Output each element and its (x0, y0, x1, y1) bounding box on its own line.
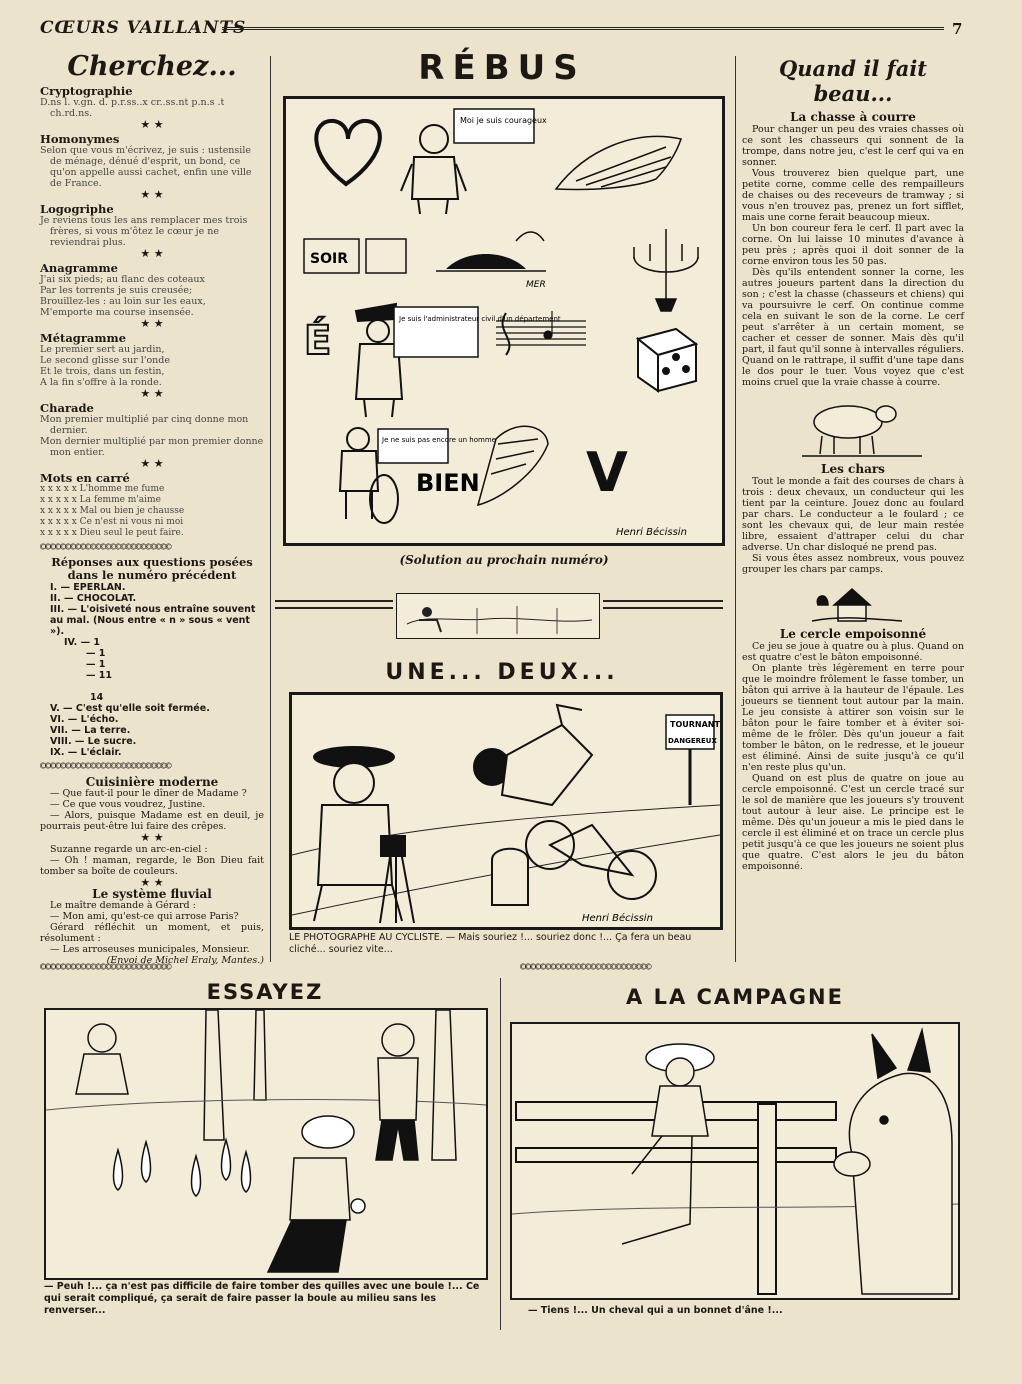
answer-line: V. — C'est qu'elle soit fermée. (50, 703, 210, 714)
paragraph: On plante très légèrement en terre pour que le moindre frôlement le fasse tomber, un bâton qui arrive à la hauteur de l'épaule. Les joueurs se tiennent tout autour par la main. Le jeu consiste à attirer son voisin sur le bâton pour le faire tomber et à éviter soi-même de le frôler. Dès qu'un joueur a fait tomber le bâton, on le redresse, et le joueur est éliminé. Ainsi de suite jusqu'à ce qu'il n'en reste plus qu'un. (742, 663, 964, 773)
verse-line: J'ai six pieds; au flanc des coteaux (40, 274, 205, 285)
arc-text (40, 844, 264, 877)
verse-line: Le second glisse sur l'onde (40, 355, 171, 366)
cartoon-signature: Henri Bécissin (582, 913, 653, 924)
verse-line: Et le trois, dans un festin, (40, 366, 165, 377)
puzzle-title: Mots en carré (40, 471, 130, 485)
dialogue-line: Suzanne regarde un arc-en-ciel : (50, 844, 208, 855)
letter-v: V (586, 441, 628, 504)
magazine-title: CŒURS VAILLANTS (40, 18, 247, 38)
answer-line: II. — CHOCOLAT. (50, 593, 137, 604)
fluvial-title: Le système fluvial (92, 887, 212, 901)
dialogue-line: — Que faut-il pour le dîner de Madame ? (50, 788, 247, 799)
chars-title: Les chars (821, 462, 885, 476)
answer-line: — 1 (86, 659, 106, 670)
wing-icon (556, 136, 681, 189)
column-rule-right (735, 56, 736, 962)
dots-divider: ©©©©©©©©©©©©©©©©©©©©©©©©©© (40, 761, 171, 772)
letter-e: É (304, 318, 332, 364)
column-rule-left (270, 56, 271, 962)
dice-icon (638, 329, 696, 391)
rebus-title: RÉBUS (418, 48, 586, 88)
bien-label: BIEN (416, 469, 480, 497)
skittles-icon (114, 1140, 251, 1196)
mer-label: MER (526, 280, 546, 290)
stars-divider: ★ ★ (140, 831, 164, 844)
answer-line: VI. — L'écho. (50, 714, 119, 725)
stars-divider: ★ ★ (140, 457, 164, 470)
stars-divider: ★ ★ (140, 188, 164, 201)
bubble-text-2: Je suis l'administrateur civil d'un département (399, 315, 561, 323)
bubble-text-3: Je ne suis pas encore un homme (382, 436, 496, 444)
girl-figure (622, 1044, 714, 1244)
puzzle-text: Selon que vous m'écrivez, je suis : ustensile de ménage, dénué d'esprit, un bond, ce qu'on appelle aussi cachet, enfin une ville de France. (40, 145, 252, 189)
left-column (40, 52, 264, 966)
stars-divider: ★ ★ (140, 876, 164, 889)
hunt-strip-illustration (396, 593, 600, 639)
boy-figure (376, 1024, 418, 1160)
bicycle-icon (526, 821, 656, 899)
dialogue-line: — Mon ami, qu'est-ce qui arrose Paris? (50, 911, 239, 922)
puzzle-title: Homonymes (40, 132, 120, 146)
puzzle-text (40, 344, 264, 388)
answer-line: — 1 (86, 648, 106, 659)
ornament-rule (275, 607, 393, 609)
chasse-title: La chasse à courre (790, 110, 916, 124)
rebus-illustration (286, 99, 722, 543)
sign-text-1: TOURNANT (670, 720, 720, 729)
essayez-title: ESSAYEZ (206, 980, 324, 1004)
essayez-caption: — Peuh !... ça n'est pas difficile de faire tomber des quilles avec une boule !... Ce qui serait compliqué, ça serait de faire passer la boule au milieu sans les renverser... (44, 1281, 480, 1316)
answer-line: III. — L'oisiveté nous entraîne souvent au mal. (Nous entre « n » sous « vent »). (50, 604, 256, 637)
soir-label: SOIR (310, 251, 348, 267)
verse-line: x x x x x Dieu seul le peut faire. (40, 528, 184, 538)
verse-line: Par les torrents je suis creusée; (40, 285, 193, 296)
puzzle-title: Logogriphe (40, 202, 114, 216)
photographer-caption: LE PHOTOGRAPHE AU CYCLISTE. — Mais souriez !... souriez donc !... Ça fera un beau cliché... souriez vite... (289, 932, 692, 955)
header-rule (222, 27, 944, 30)
credit-line: (Envoi de Michel Eraly, Mantes.) (106, 955, 264, 966)
donkey-icon (834, 1030, 952, 1294)
donkey-cartoon (510, 1022, 960, 1300)
heart-icon (316, 121, 380, 184)
rebus-solution-note: (Solution au prochain numéro) (399, 553, 609, 567)
ornament-rule (603, 607, 723, 609)
fluvial-text (40, 900, 264, 966)
dialogue-line: — Oh ! maman, regarde, le Bon Dieu fait tomber sa boîte de couleurs. (40, 855, 264, 877)
cercle-text (742, 641, 964, 872)
quand-title: Quand il fait beau... (778, 56, 927, 106)
rebus-frame (283, 96, 725, 546)
verse-line: Brouillez-les : au loin sur les eaux, (40, 296, 206, 307)
verse-line: x x x x x La femme m'aime (40, 495, 161, 505)
ornament-rule (275, 600, 393, 602)
right-column (742, 56, 964, 872)
paragraph: Ce jeu se joue à quatre ou à plus. Quand on est quatre c'est le bâton empoisonné. (742, 641, 964, 663)
chasse-text (742, 124, 964, 388)
paragraph: Vous trouverez bien quelque part, une petite corne, comme celle des rempailleurs de chaises ou des receveurs de tramway ; si vous n'en trouvez pas, prenez un fort sifflet, mais une corne ferait beaucoup mieux. (742, 168, 964, 223)
paragraph: Tout le monde a fait des courses de chars à trois : deux chevaux, un conducteur qui les tient par la ceinture. Jouez donc au foulard par chars. Le conducteur a le foulard ; ce sont les chevaux qui, de leur main restée libre, essaient d'attraper celui du char adverse. Un char disloqué ne prend pas. (742, 476, 964, 553)
answer-line: IX. — L'éclair. (50, 747, 122, 758)
answers-title: Réponses aux questions posées dans le numéro précédent (51, 555, 253, 582)
chars-text (742, 476, 964, 575)
stars-divider: ★ ★ (140, 118, 164, 131)
campagne-title: A LA CAMPAGNE (626, 985, 844, 1009)
thrower-figure (268, 1116, 365, 1272)
island-icon (436, 232, 546, 271)
une-deux-title: UNE... DEUX... (385, 660, 619, 685)
cuisiniere-text (40, 788, 264, 832)
answer-line: I. — EPERLAN. (50, 582, 126, 593)
verse-line: x x x x x L'homme me fume (40, 484, 165, 494)
campagne-caption: — Tiens !... Un cheval qui a un bonnet d'âne !... (528, 1305, 783, 1316)
stars-divider: ★ ★ (140, 317, 164, 330)
verse-line: x x x x x Mal ou bien je chausse (40, 506, 185, 516)
speech-bubble (378, 429, 448, 463)
answer-line (50, 681, 264, 692)
paragraph: Un bon coureur fera le cerf. Il part avec la corne. On lui laisse 10 minutes d'avance à peu près ; après quoi il doit sonner de la corne environ tous les 50 pas. (742, 223, 964, 267)
bubble-text-1: Moi je suis courageux (460, 116, 547, 125)
puzzle-title: Charade (40, 401, 94, 415)
answer-line: IV. — 1 (64, 637, 100, 648)
answer-line: 14 (90, 692, 104, 703)
stars-divider: ★ ★ (140, 247, 164, 260)
paragraph: Pour changer un peu des vraies chasses où ce sont les chasseurs qui sonnent de la trompe, dans notre jeu, c'est le cerf qui va en sonner. (742, 124, 964, 168)
puzzle-text (40, 414, 264, 458)
ornament-rule (603, 600, 723, 602)
milestone-icon (492, 849, 528, 905)
verse-line: Le premier sert au jardin, (40, 344, 165, 355)
bowling-cartoon (44, 1008, 488, 1280)
cercle-title: Le cercle empoisonné (779, 627, 927, 641)
paragraph: Dès qu'ils entendent sonner la corne, les autres joueurs partent dans la direction du son ; c'est la chasse (chasseurs et chiens) qui va poursuivre le cerf. On continue comme cela en suivant le son de la corne. Le cerf peut s'arrêter à un certain moment, se cacher et cesser de sonner. Mais dès qu'il part, il faut qu'il sonne à intervalles réguliers. Quand on le rattrape, il suffit d'une tape dans le dos pour le tuer. Vous voyez que c'est moins cruel que la vraie chasse à courre. (742, 267, 964, 388)
cuisiniere-title: Cuisinière moderne (85, 775, 219, 789)
dialogue-line: — Ce que vous voudrez, Justine. (50, 799, 206, 810)
verse-line: M'emporte ma course insensée. (40, 307, 194, 318)
verse-line: x x x x x Ce n'est ni vous ni moi (40, 517, 184, 527)
page-number: 7 (952, 20, 963, 38)
paragraph: Quand on est plus de quatre on joue au cercle empoisonné. C'est un cercle tracé sur le sol de manière que les joueurs s'y trouvent tout autour à leur aise. Le principe est le même. Dès qu'un joueur a mis le pied dans le cercle il est éliminé et on trace un cercle plus petit jusqu'à ce que les joueurs ne soient plus que quatre. C'est alors le jeu du bâton empoisonné. (742, 773, 964, 872)
cherchez-title: Cherchez... (67, 51, 237, 82)
sheep-illustration (742, 392, 964, 462)
paragraph: Si vous êtes assez nombreux, vous pouvez grouper les chars par camps. (742, 553, 964, 575)
chandelier-icon (634, 229, 698, 311)
puzzle-text: Je reviens tous les ans remplacer mes trois frères, si vous m'ôtez le cœur je ne reviendrai plus. (40, 215, 248, 248)
rebus-signature: Henri Bécissin (616, 527, 687, 538)
answer-line: VII. — La terre. (50, 725, 131, 736)
house-illustration (742, 575, 964, 627)
answer-line: — 11 (86, 670, 113, 681)
dialogue-line: — Alors, puisque Madame est en deuil, je pourrais peut-être lui faire des crêpes. (40, 810, 264, 832)
dialogue-line: Gérard réfléchit un moment, et puis, résolument : (40, 922, 264, 944)
puzzle-title: Anagramme (40, 261, 118, 275)
stars-divider: ★ ★ (140, 387, 164, 400)
section-divider-dots: ©©©©©©©©©©©©©©©©©©©©©©©©©© (40, 962, 171, 973)
girl-figure (76, 1024, 128, 1094)
photographer-cartoon (289, 692, 723, 930)
verse-line: Mon premier multiplié par cinq donne mon dernier. (40, 414, 249, 436)
puzzle-text: D.ns l. v.gn. d. p.r.ss..x cr..ss.nt p.n.s .t ch.rd.ns. (40, 97, 225, 119)
puzzle-title: Cryptographie (40, 84, 133, 98)
dialogue-line: Le maître demande à Gérard : (50, 900, 196, 911)
puzzle-text (40, 484, 264, 539)
verse-line: A la fin s'offre à la ronde. (40, 377, 162, 388)
puzzle-title: Métagramme (40, 331, 127, 345)
dots-divider: ©©©©©©©©©©©©©©©©©©©©©©©©©© (40, 542, 171, 553)
section-divider-dots-2: ©©©©©©©©©©©©©©©©©©©©©©©©©© (520, 962, 651, 973)
verse-line: Mon dernier multiplié par mon premier donne mon entier. (40, 436, 264, 458)
speech-bubble (454, 109, 534, 143)
cyclist-figure (474, 705, 592, 805)
puzzle-text (40, 274, 264, 318)
sign-text-2: DANGEREUX (668, 737, 717, 745)
answer-line: VIII. — Le sucre. (50, 736, 137, 747)
answers-list (40, 582, 264, 758)
bottom-column-rule (500, 978, 501, 1330)
dialogue-line: — Les arroseuses municipales, Monsieur. (50, 944, 250, 955)
